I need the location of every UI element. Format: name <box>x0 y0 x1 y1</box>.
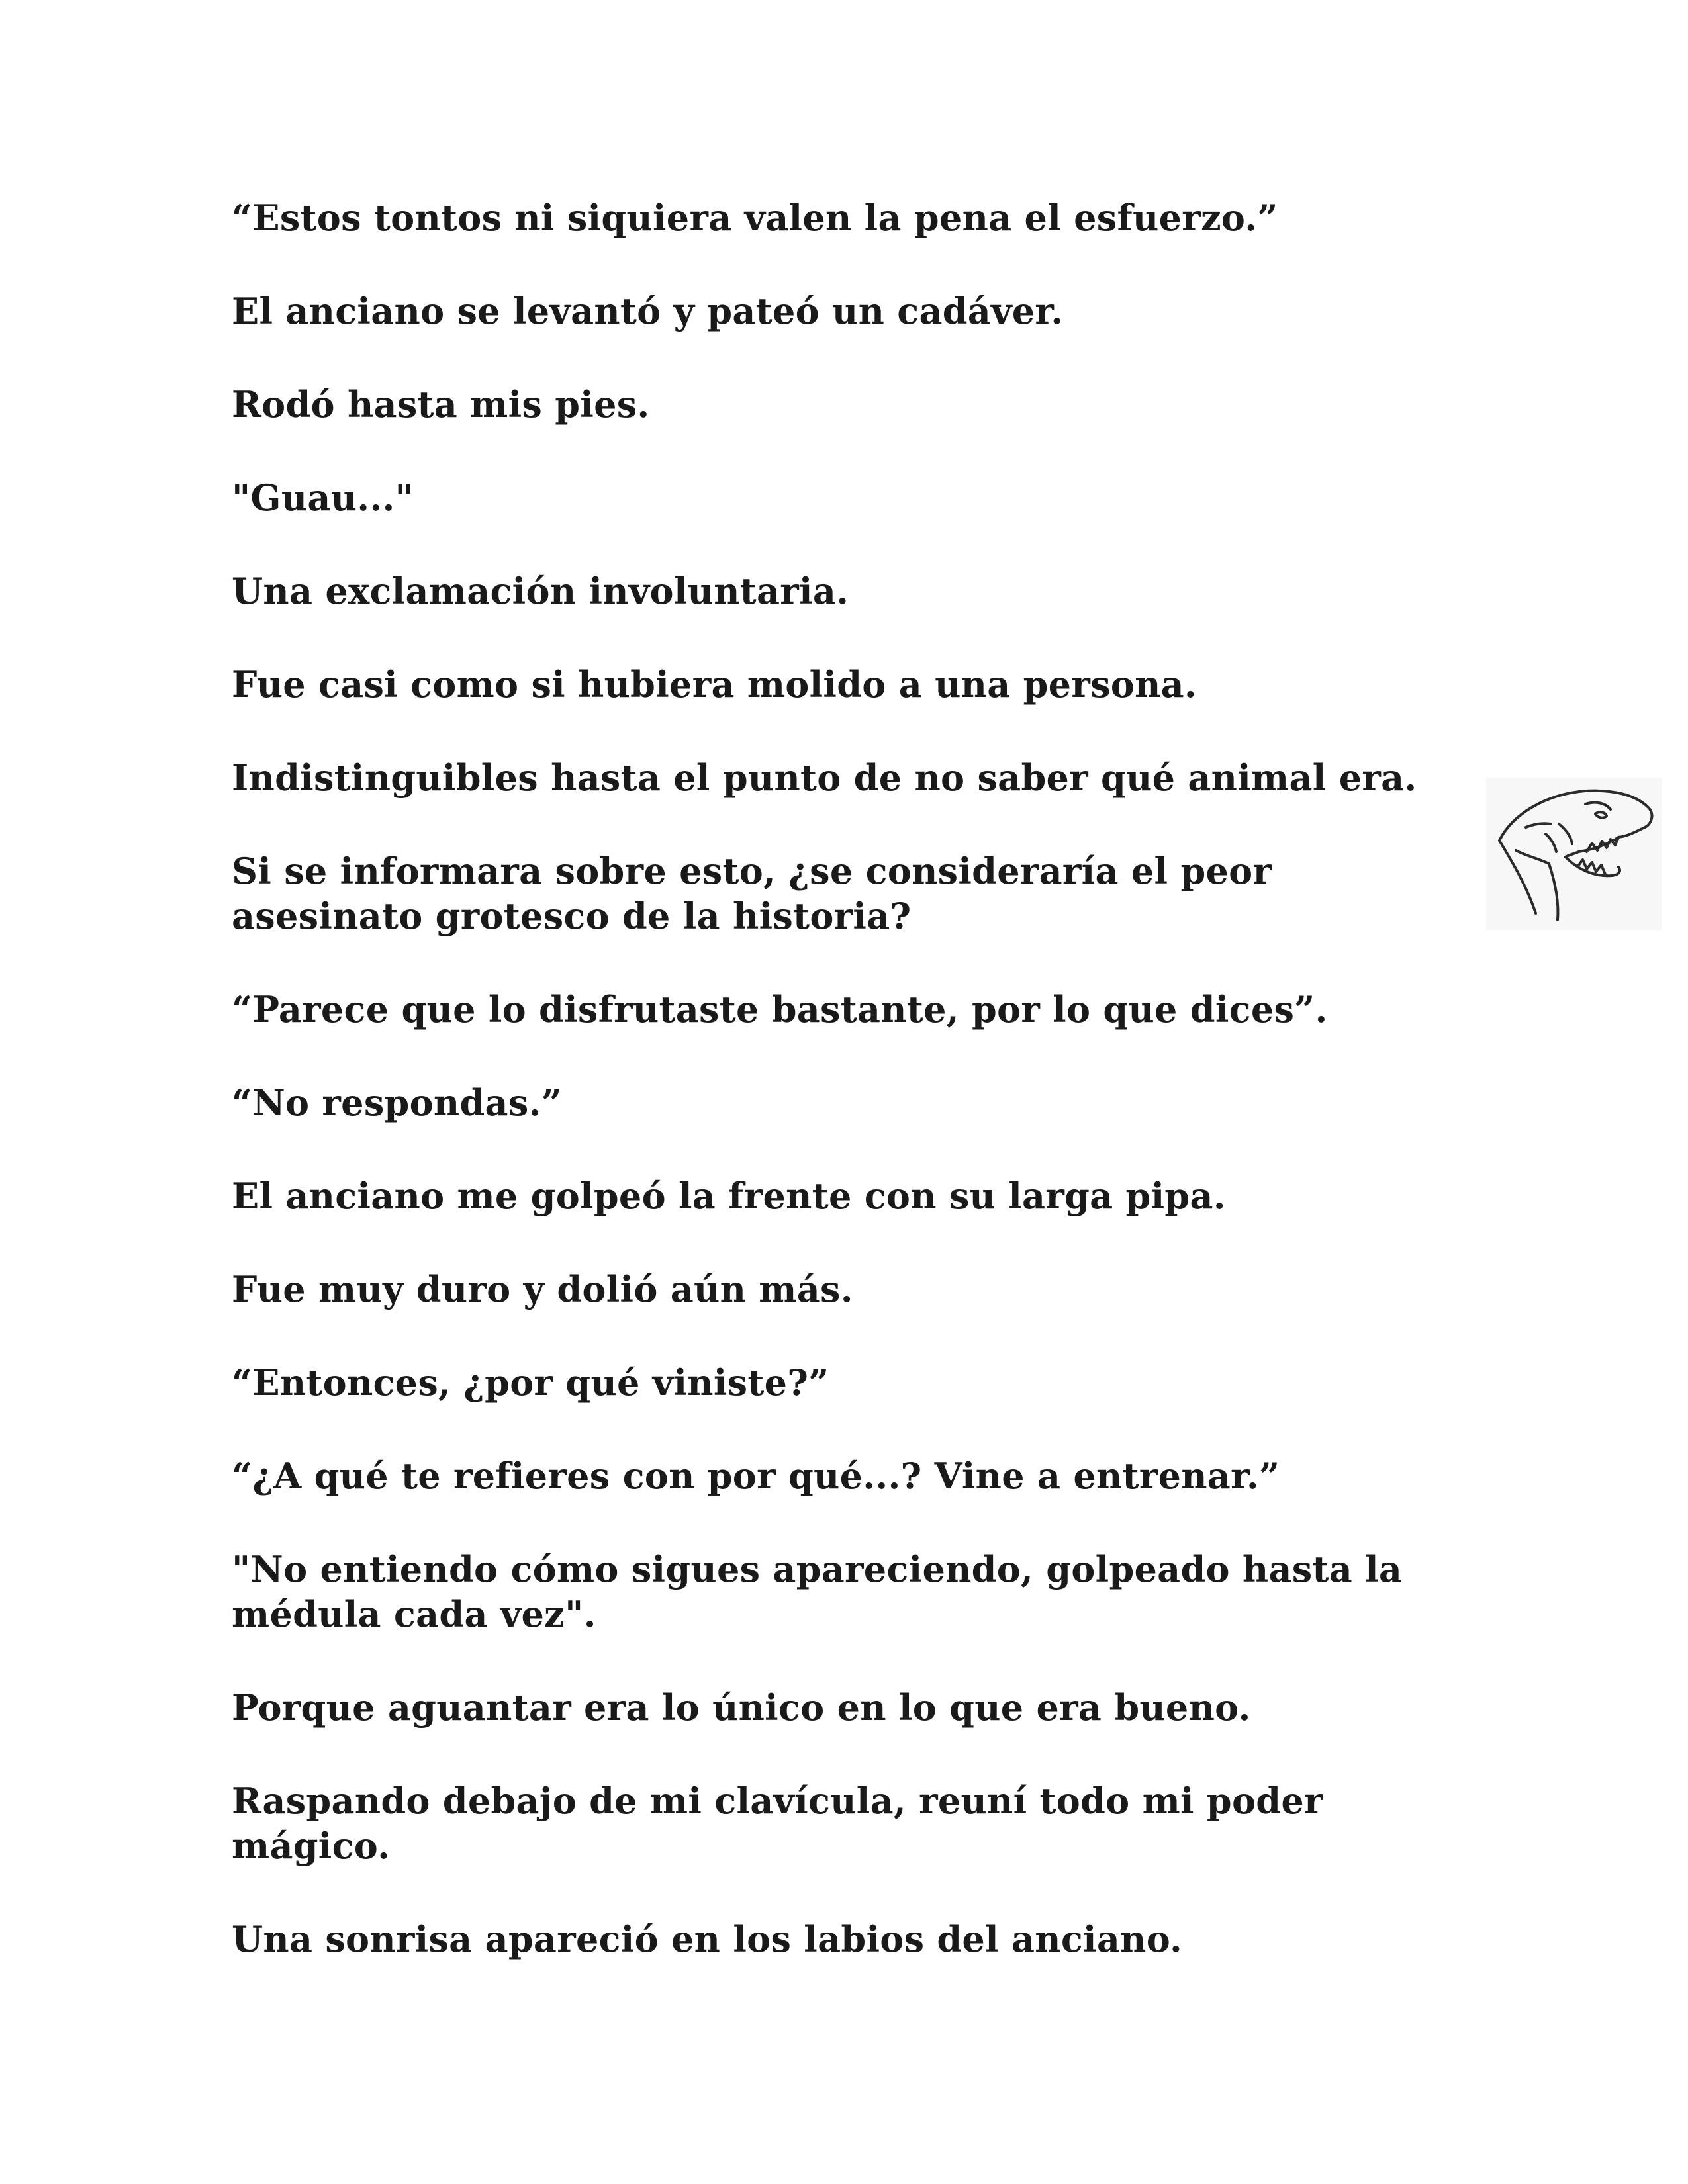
document-body <box>232 195 1456 2010</box>
paragraph: “Parece que lo disfrutaste bastante, por lo que dices”. <box>232 988 1328 1030</box>
paragraph: Raspando debajo de mi clavícula, reuní todo mi poder mágico. <box>232 1780 1323 1867</box>
paragraph: Si se informara sobre esto, ¿se consideraría el peor asesinato grotesco de la historia? <box>232 850 1272 937</box>
paragraph: “¿A qué te refieres con por qué...? Vine a entrenar.” <box>232 1455 1280 1497</box>
dinosaur-head-icon <box>1486 778 1662 930</box>
paragraph: “Entonces, ¿por qué viniste?” <box>232 1361 829 1404</box>
paragraph: Fue casi como si hubiera molido a una persona. <box>232 663 1197 705</box>
paragraph: “Estos tontos ni siquiera valen la pena el esfuerzo.” <box>232 197 1278 239</box>
paragraph: "No entiendo cómo sigues apareciendo, golpeado hasta la médula cada vez". <box>232 1548 1403 1635</box>
paragraph: Indistinguibles hasta el punto de no saber qué animal era. <box>232 756 1417 799</box>
paragraph: Fue muy duro y dolió aún más. <box>232 1268 853 1310</box>
paragraph: El anciano se levantó y pateó un cadáver. <box>232 290 1064 332</box>
paragraph: El anciano me golpeó la frente con su larga pipa. <box>232 1175 1226 1217</box>
paragraph: Una exclamación involuntaria. <box>232 570 849 612</box>
paragraph: Rodó hasta mis pies. <box>232 383 650 426</box>
paragraph: "Guau..." <box>232 477 414 519</box>
paragraph: Porque aguantar era lo único en lo que era bueno. <box>232 1686 1251 1729</box>
paragraph: Una sonrisa apareció en los labios del anciano. <box>232 1918 1183 1960</box>
paragraph: “No respondas.” <box>232 1081 562 1124</box>
